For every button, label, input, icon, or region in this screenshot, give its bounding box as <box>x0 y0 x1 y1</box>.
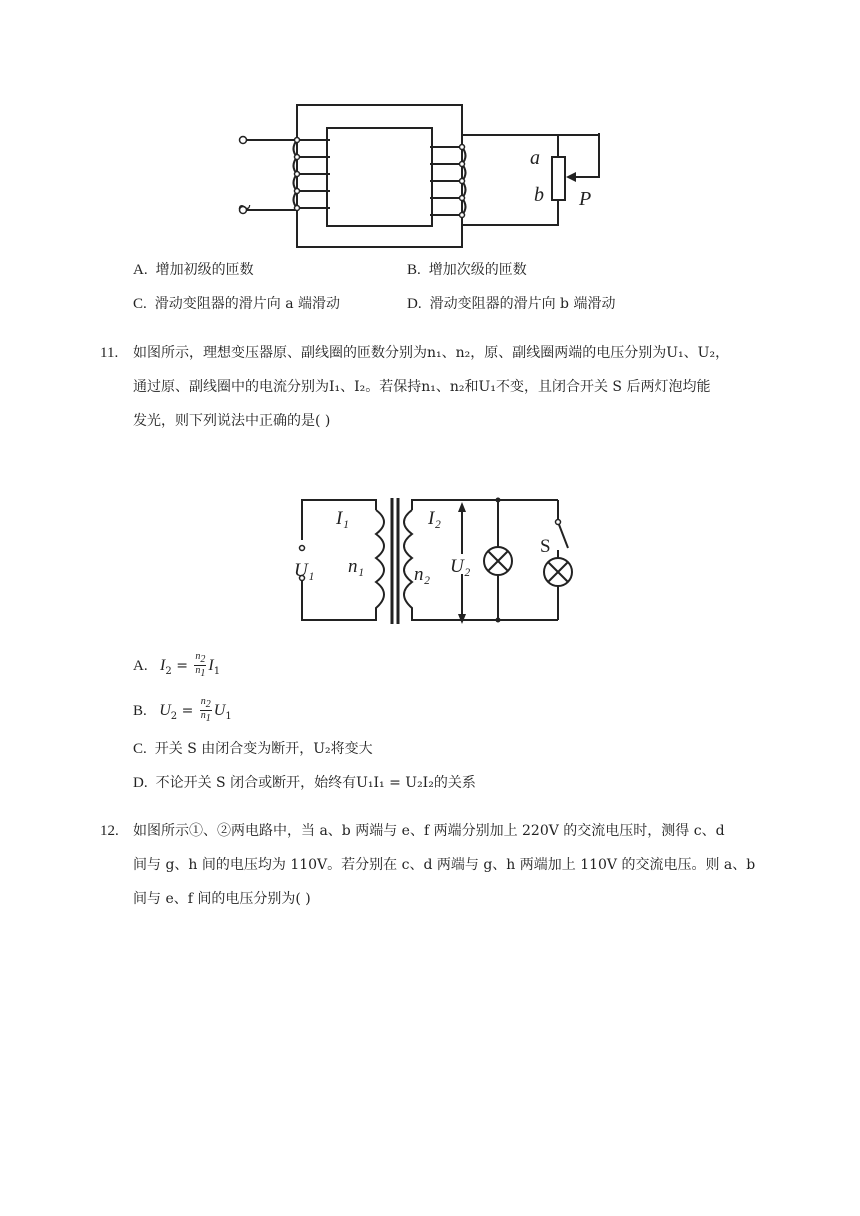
primary-winding <box>376 510 384 610</box>
q11-option-a-formula: $I_2$ = $\frac{n_2}{n_1}$ $I_1$ <box>160 651 221 679</box>
label-a: a <box>530 147 540 169</box>
lamp-2 <box>544 558 572 586</box>
label-n1: n₁ <box>348 556 365 577</box>
label-i1: I₁ <box>336 508 349 529</box>
input-terminal-top <box>240 137 247 144</box>
label-s: S <box>540 536 551 557</box>
transformer-lamps-figure <box>290 490 590 632</box>
transformer-rheostat-figure <box>230 95 650 255</box>
q11-stem-line-2: 通过原、副线圈中的电流分别为I₁、I₂。若保持n₁、n₂和U₁不变，且闭合开关 S 后两灯泡均能 <box>133 379 711 395</box>
question-11 <box>100 336 780 438</box>
question-number: 12. <box>100 823 119 839</box>
q11-option-c[interactable]: C. 开关 S 由闭合变为断开，U₂将变大 <box>133 741 373 757</box>
label-n2: n₂ <box>414 564 431 585</box>
label-u1: U₁ <box>294 560 315 581</box>
question-number: 11. <box>100 345 119 361</box>
q10-option-d[interactable]: D. 滑动变阻器的滑片向 b 端滑动 <box>407 296 616 312</box>
q10-option-b[interactable]: B. 增加次级的匝数 <box>407 262 527 278</box>
q11-option-a[interactable]: A. $I_2$ = $\frac{n_2}{n_1}$ $I_1$ <box>133 651 221 679</box>
q11-stem-line-1: 如图所示，理想变压器原、副线圈的匝数分别为n₁、n₂，原、副线圈两端的电压分别为U₁、U₂， <box>133 345 730 361</box>
label-p: P <box>579 188 592 210</box>
q11-option-b-formula: $U_2$ = $\frac{n_2}{n_1}$ $U_1$ <box>159 696 232 724</box>
q10-option-a[interactable]: A. 增加初级的匝数 <box>133 262 254 278</box>
secondary-winding <box>404 510 412 610</box>
q11-option-b[interactable]: B. $U_2$ = $\frac{n_2}{n_1}$ $U_1$ <box>133 696 232 724</box>
q12-stem-line-2: 间与 g、h 间的电压均为 110V。若分别在 c、d 两端与 g、h 两端加上 110V 的交流电压。则 a、b <box>133 857 756 873</box>
label-i2: I₂ <box>428 508 441 529</box>
q10-option-c[interactable]: C. 滑动变阻器的滑片向 a 端滑动 <box>133 296 341 312</box>
question-12 <box>100 814 780 916</box>
rheostat <box>552 157 565 200</box>
q11-option-d[interactable]: D. 不论开关 S 闭合或断开，始终有U₁I₁ = U₂I₂的关系 <box>133 775 476 791</box>
q12-stem-line-3: 间与 e、f 间的电压分别为( ) <box>133 891 311 907</box>
lamp-1 <box>484 547 512 575</box>
ac-symbol: ~ <box>238 195 251 221</box>
label-b: b <box>534 184 544 206</box>
core-inner <box>327 128 432 226</box>
q12-stem-line-1: 如图所示①、②两电路中，当 a、b 两端与 e、f 两端分别加上 220V 的交流电压时，测得 c、d <box>133 823 725 839</box>
label-u2: U₂ <box>450 556 471 577</box>
slider-arrow <box>566 172 576 182</box>
q11-stem-line-3: 发光，则下列说法中正确的是( ) <box>133 413 331 429</box>
